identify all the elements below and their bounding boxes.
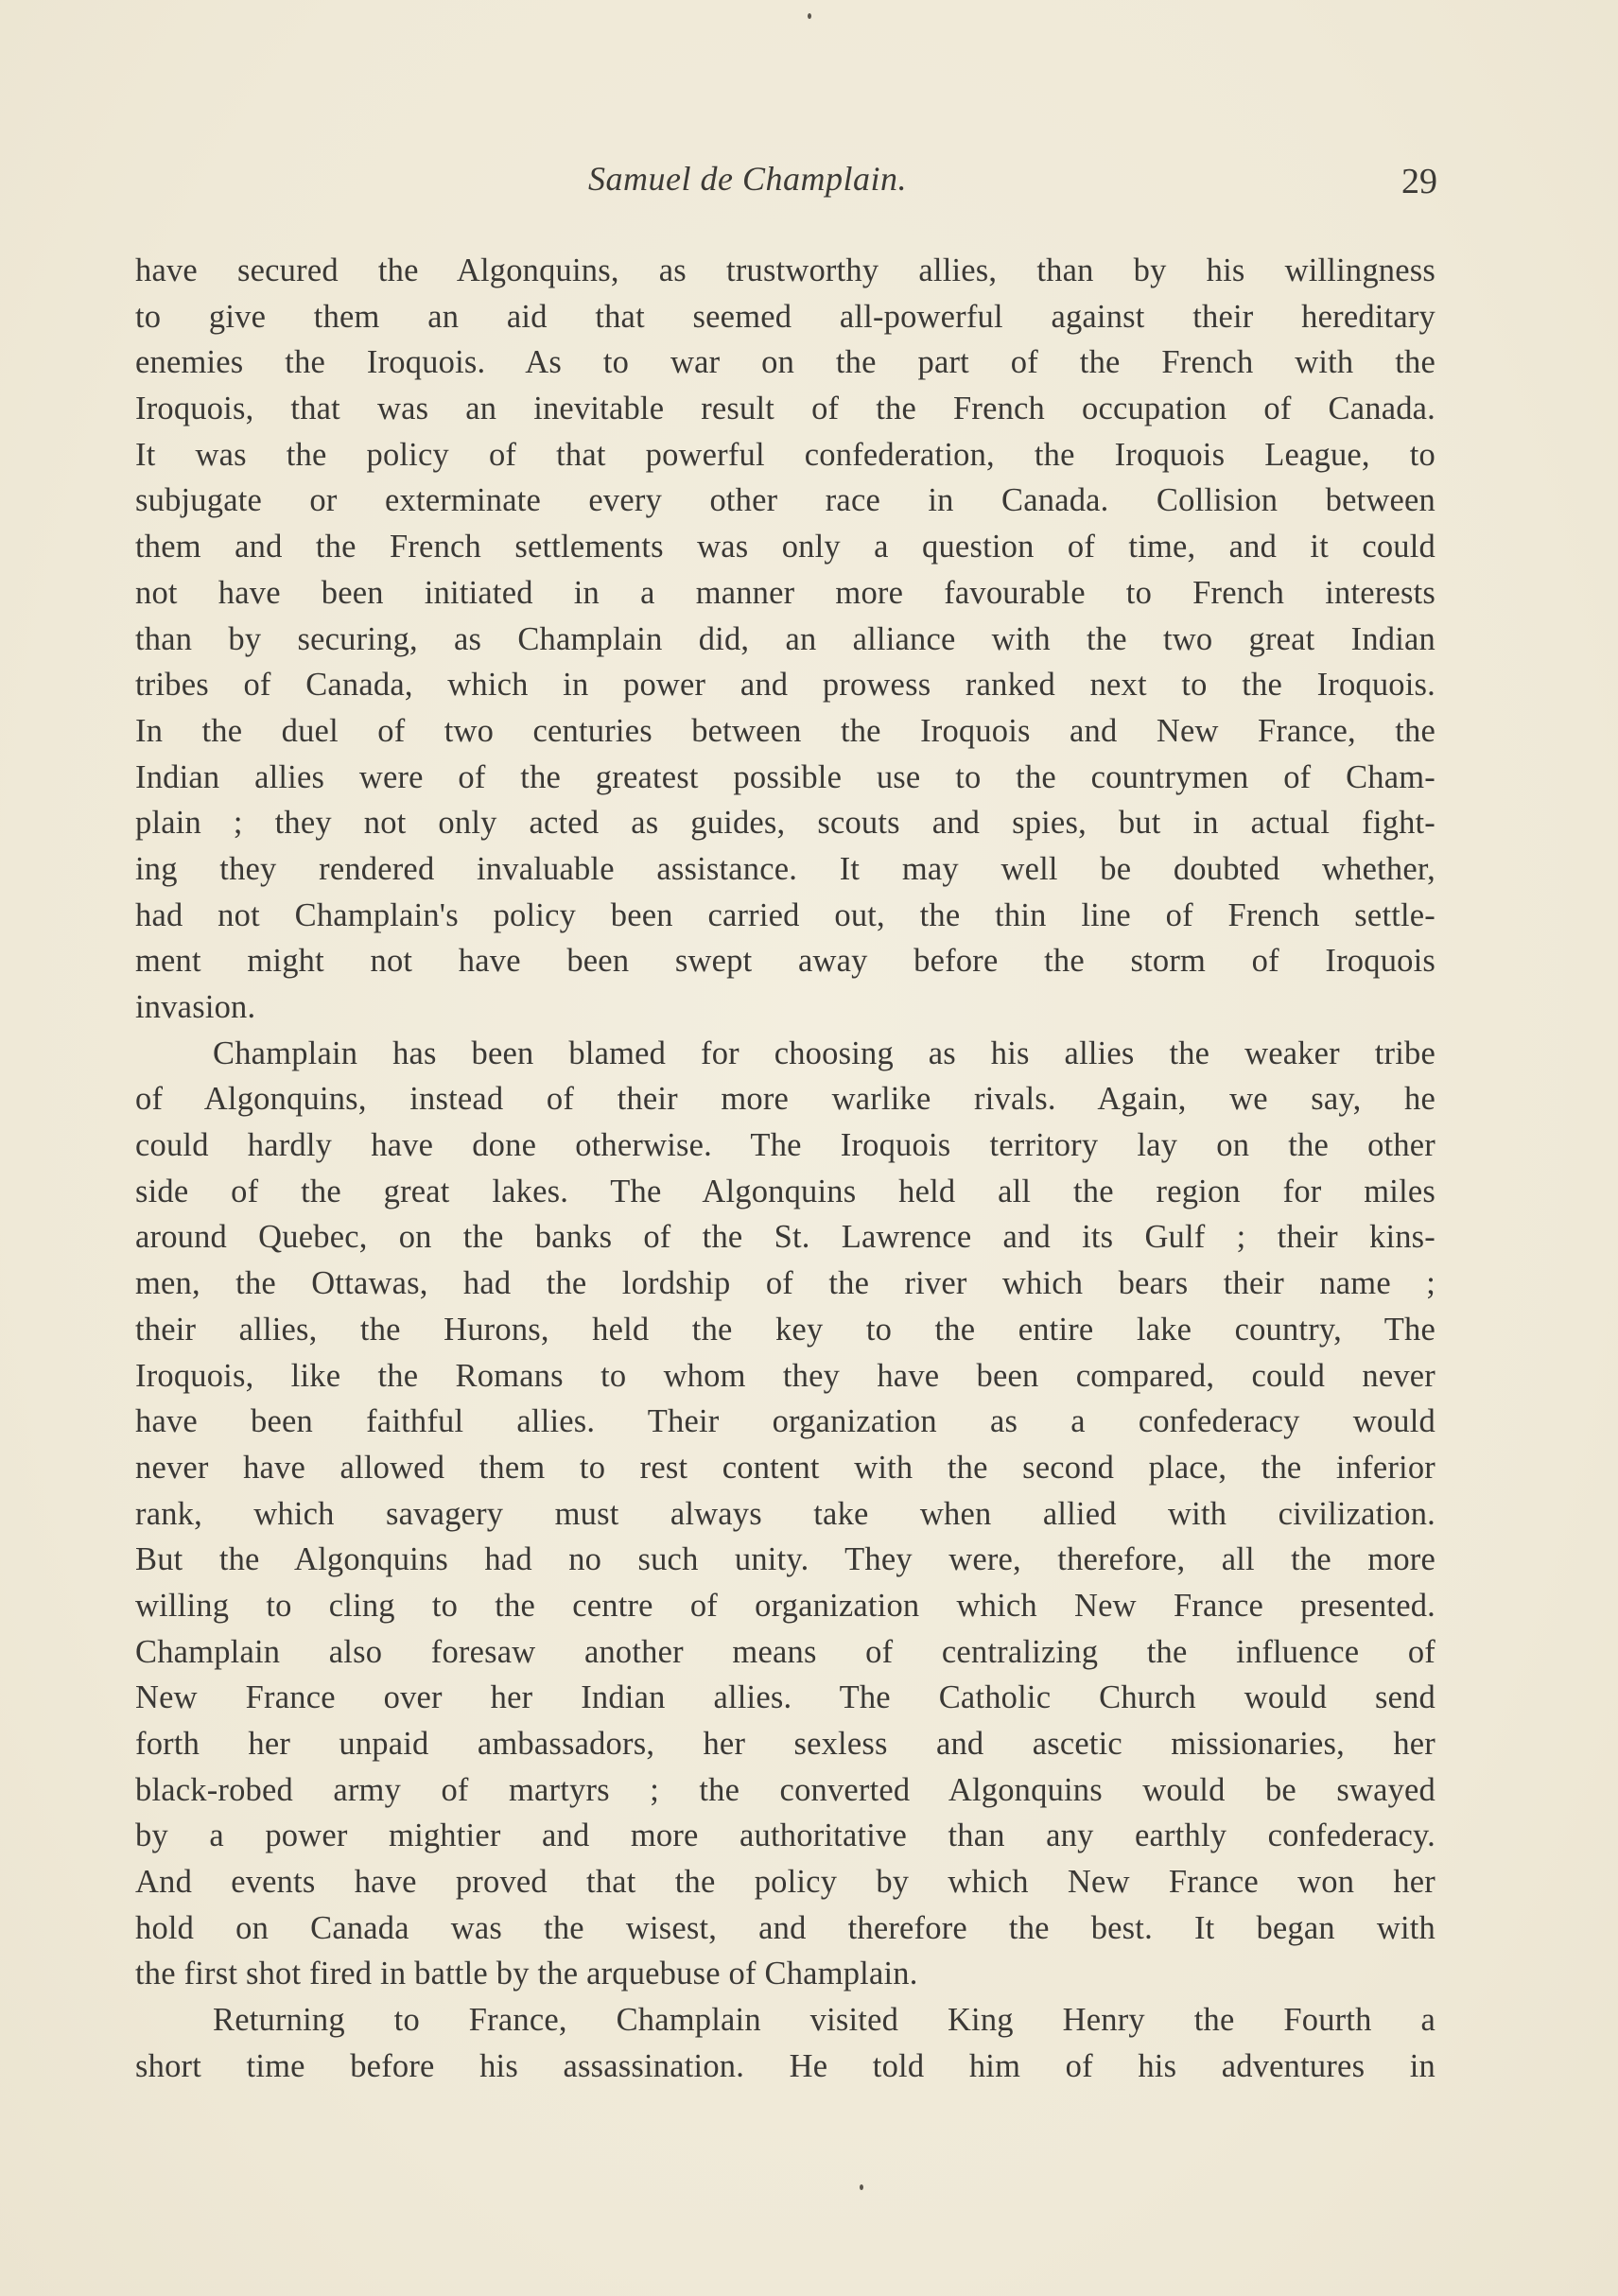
body-text [135,248,1435,2090]
text-line: Champlain has been blamed for choosing as his allies the weaker tribe [213,1035,1435,1071]
text-line: by a power mightier and more authoritative than any earthly confederacy. [135,1818,1435,1854]
text-line: invasion. [135,989,256,1025]
text-line: plain ; they not only acted as guides, scouts and spies, but in actual fight- [135,805,1435,842]
text-line: hold on Canada was the wisest, and therefore the best. It began with [135,1909,1435,1946]
text-line: tribes of Canada, which in power and prowess ranked next to the Iroquois. [135,667,1435,704]
text-line: New France over her Indian allies. The Catholic Church would send [135,1679,1435,1716]
text-line: of Algonquins, instead of their more warlike rivals. Again, we say, he [135,1081,1435,1118]
text-line: could hardly have done otherwise. The Iroquois territory lay on the other [135,1127,1435,1164]
text-line: Iroquois, that was an inevitable result of the French occupation of Canada. [135,391,1435,427]
text-line: to give them an aid that seemed all-powerful against their hereditary [135,298,1435,335]
text-line: never have allowed them to rest content with the second place, the inferior [135,1449,1435,1486]
text-line: have been faithful allies. Their organization as a confederacy would [135,1403,1435,1440]
text-line: It was the policy of that powerful confederation, the Iroquois League, to [135,436,1435,473]
text-line: ment might not have been swept away before the storm of Iroquois [135,943,1435,980]
text-line: men, the Ottawas, had the lordship of the river which bears their name ; [135,1265,1435,1302]
ink-speck [860,2184,863,2190]
text-line: willing to cling to the centre of organization which New France presented. [135,1587,1435,1624]
text-line: black-robed army of martyrs ; the converted Algonquins would be swayed [135,1771,1435,1808]
text-line: short time before his assassination. He told him of his adventures in [135,2047,1435,2084]
text-line: Iroquois, like the Romans to whom they have been compared, could never [135,1357,1435,1394]
page-header [134,159,1437,206]
text-line: forth her unpaid ambassadors, her sexless and ascetic missionaries, her [135,1726,1435,1762]
text-line: ing they rendered invaluable assistance. It may well be doubted whether, [135,850,1435,887]
page-number: 29 [1401,162,1437,201]
text-line: In the duel of two centuries between the Iroquois and New France, the [135,712,1435,749]
text-line: Returning to France, Champlain visited King Henry the Fourth a [213,2002,1435,2039]
text-line: Indian allies were of the greatest possible use to the countrymen of Cham- [135,758,1435,795]
text-line: around Quebec, on the banks of the St. Lawrence and its Gulf ; their kins- [135,1219,1435,1256]
text-line: had not Champlain's policy been carried out, the thin line of French settle- [135,896,1435,933]
text-line: the first shot fired in battle by the arquebuse of Champlain. [135,1956,918,1992]
text-line: than by securing, as Champlain did, an alliance with the two great Indian [135,620,1435,657]
text-line: them and the French settlements was only a question of time, and it could [135,529,1435,565]
text-line: have secured the Algonquins, as trustworthy allies, than by his willingness [135,252,1435,288]
text-line: rank, which savagery must always take when allied with civilization. [135,1495,1435,1532]
text-line: not have been initiated in a manner more favourable to French interests [135,574,1435,611]
ink-speck [808,13,811,19]
text-line: enemies the Iroquois. As to war on the part of the French with the [135,344,1435,381]
text-line: And events have proved that the policy by which New France won her [135,1864,1435,1901]
text-line: Champlain also foresaw another means of centralizing the influence of [135,1633,1435,1670]
text-line: side of the great lakes. The Algonquins held all the region for miles [135,1173,1435,1209]
text-line: subjugate or exterminate every other race in Canada. Collision between [135,482,1435,519]
text-line: their allies, the Hurons, held the key to the entire lake country, The [135,1311,1435,1348]
running-title: Samuel de Champlain. [588,160,907,198]
text-line: But the Algonquins had no such unity. They were, therefore, all the more [135,1541,1435,1578]
